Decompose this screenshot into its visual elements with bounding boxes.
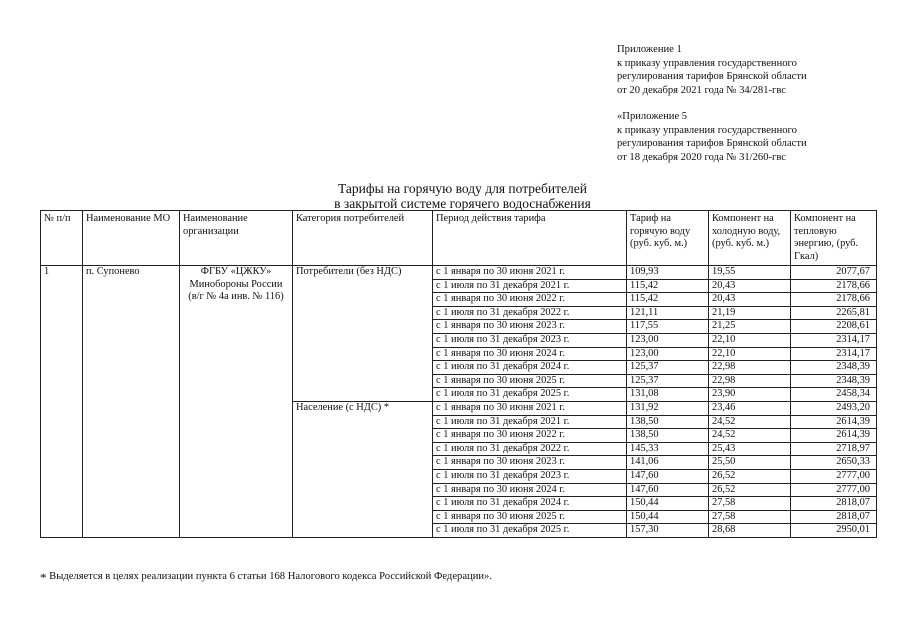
cell-period: с 1 июля по 31 декабря 2024 г. (433, 497, 627, 511)
col-header-period: Период действия тарифа (433, 211, 627, 266)
cell-period: с 1 июля по 31 декабря 2023 г. (433, 469, 627, 483)
header-line: регулирования тарифов Брянской области (617, 138, 807, 150)
header-line: к приказу управления государственного (617, 57, 797, 69)
cell-cold-water: 25,50 (709, 456, 791, 470)
cell-tariff: 115,42 (627, 293, 709, 307)
cell-period: с 1 июля по 31 декабря 2025 г. (433, 388, 627, 402)
document-subtitle: в закрытой системе горячего водоснабжения (334, 196, 591, 211)
cell-tariff: 145,33 (627, 442, 709, 456)
cell-heat: 2777,00 (791, 469, 877, 483)
cell-heat: 2818,07 (791, 510, 877, 524)
cell-tariff: 157,30 (627, 524, 709, 538)
cell-period: с 1 января по 30 июня 2023 г. (433, 456, 627, 470)
cell-tariff: 147,60 (627, 469, 709, 483)
cell-period: с 1 июля по 31 декабря 2023 г. (433, 333, 627, 347)
cell-tariff: 109,93 (627, 266, 709, 280)
cell-heat: 2265,81 (791, 306, 877, 320)
cell-heat: 2777,00 (791, 483, 877, 497)
cell-period: с 1 июля по 31 декабря 2022 г. (433, 306, 627, 320)
cell-cold-water: 27,58 (709, 497, 791, 511)
cell-tariff: 125,37 (627, 374, 709, 388)
header-line: регулирования тарифов Брянской области (617, 71, 807, 83)
footnote-star: * (40, 570, 47, 585)
header-line: «Приложение 5 (617, 111, 688, 122)
col-header-tariff: Тариф на горячую воду (руб. куб. м.) (627, 211, 709, 266)
cell-category: Потребители (без НДС) (293, 266, 433, 402)
cell-tariff: 115,42 (627, 279, 709, 293)
cell-cold-water: 26,52 (709, 483, 791, 497)
cell-cold-water: 27,58 (709, 510, 791, 524)
cell-tariff: 131,08 (627, 388, 709, 402)
cell-tariff: 121,11 (627, 306, 709, 320)
col-header-mo: Наименование МО (83, 211, 180, 266)
appendix-1-header (617, 43, 807, 97)
cell-tariff: 123,00 (627, 333, 709, 347)
cell-period: с 1 января по 30 июня 2023 г. (433, 320, 627, 334)
cell-heat: 2348,39 (791, 374, 877, 388)
cell-period: с 1 июля по 31 декабря 2025 г. (433, 524, 627, 538)
cell-heat: 2458,34 (791, 388, 877, 402)
cell-cold-water: 24,52 (709, 415, 791, 429)
footnote (40, 570, 492, 586)
cell-heat: 2314,17 (791, 333, 877, 347)
cell-period: с 1 января по 30 июня 2021 г. (433, 401, 627, 415)
cell-heat: 2818,07 (791, 497, 877, 511)
cell-period: с 1 января по 30 июня 2025 г. (433, 510, 627, 524)
cell-cold-water: 26,52 (709, 469, 791, 483)
header-line: к приказу управления государственного (617, 124, 797, 136)
cell-heat: 2718,97 (791, 442, 877, 456)
cell-tariff: 141,06 (627, 456, 709, 470)
cell-cold-water: 22,10 (709, 333, 791, 347)
cell-organization: ФГБУ «ЦЖКУ» Минобороны России (в/г № 4а инв. № 116) (180, 266, 293, 538)
col-header-category: Категория потребителей (293, 211, 433, 266)
cell-heat: 2950,01 (791, 524, 877, 538)
cell-tariff: 117,55 (627, 320, 709, 334)
cell-period: с 1 июля по 31 декабря 2022 г. (433, 442, 627, 456)
cell-cold-water: 23,90 (709, 388, 791, 402)
cell-heat: 2493,20 (791, 401, 877, 415)
cell-cold-water: 21,19 (709, 306, 791, 320)
cell-tariff: 131,92 (627, 401, 709, 415)
col-header-organization: Наименование организации (180, 211, 293, 266)
cell-cold-water: 21,25 (709, 320, 791, 334)
cell-heat: 2614,39 (791, 429, 877, 443)
cell-cold-water: 25,43 (709, 442, 791, 456)
cell-period: с 1 января по 30 июня 2024 г. (433, 347, 627, 361)
cell-cold-water: 28,68 (709, 524, 791, 538)
header-line: от 20 декабря 2021 года № 34/281-гвс (617, 84, 787, 96)
table-header-row (41, 211, 877, 266)
document-title: Тарифы на горячую воду для потребителей (338, 181, 587, 196)
cell-cold-water: 20,43 (709, 279, 791, 293)
cell-tariff: 147,60 (627, 483, 709, 497)
cell-cold-water: 23,46 (709, 401, 791, 415)
cell-category: Население (с НДС) * (293, 401, 433, 537)
col-header-cold-water: Компонент на холодную воду, (руб. куб. м.) (709, 211, 791, 266)
cell-tariff: 150,44 (627, 497, 709, 511)
appendix-5-header (617, 110, 807, 164)
cell-heat: 2178,66 (791, 293, 877, 307)
cell-period: с 1 июля по 31 декабря 2024 г. (433, 361, 627, 375)
cell-tariff: 138,50 (627, 429, 709, 443)
cell-number: 1 (41, 266, 83, 538)
col-header-number: № п/п (41, 211, 83, 266)
cell-heat: 2314,17 (791, 347, 877, 361)
table-row (41, 266, 877, 280)
cell-period: с 1 января по 30 июня 2022 г. (433, 429, 627, 443)
cell-cold-water: 20,43 (709, 293, 791, 307)
cell-period: с 1 января по 30 июня 2022 г. (433, 293, 627, 307)
cell-period: с 1 июля по 31 декабря 2021 г. (433, 279, 627, 293)
cell-tariff: 123,00 (627, 347, 709, 361)
cell-mo: п. Супонево (83, 266, 180, 538)
cell-period: с 1 января по 30 июня 2021 г. (433, 266, 627, 280)
cell-heat: 2178,66 (791, 279, 877, 293)
footnote-text: Выделяется в целях реализации пункта 6 статьи 168 Налогового кодекса Российской Федерации». (49, 571, 492, 582)
cell-cold-water: 22,98 (709, 374, 791, 388)
header-line: Приложение 1 (617, 44, 682, 55)
cell-heat: 2650,33 (791, 456, 877, 470)
cell-cold-water: 22,10 (709, 347, 791, 361)
cell-cold-water: 24,52 (709, 429, 791, 443)
cell-tariff: 138,50 (627, 415, 709, 429)
cell-period: с 1 января по 30 июня 2024 г. (433, 483, 627, 497)
cell-cold-water: 19,55 (709, 266, 791, 280)
tariff-table (40, 210, 877, 538)
cell-period: с 1 января по 30 июня 2025 г. (433, 374, 627, 388)
header-line: от 18 декабря 2020 года № 31/260-гвс (617, 151, 787, 163)
cell-period: с 1 июля по 31 декабря 2021 г. (433, 415, 627, 429)
cell-cold-water: 22,98 (709, 361, 791, 375)
cell-tariff: 150,44 (627, 510, 709, 524)
cell-heat: 2077,67 (791, 266, 877, 280)
cell-tariff: 125,37 (627, 361, 709, 375)
col-header-heat: Компонент на тепловую энергию, (руб. Гкал) (791, 211, 877, 266)
cell-heat: 2208,61 (791, 320, 877, 334)
cell-heat: 2348,39 (791, 361, 877, 375)
cell-heat: 2614,39 (791, 415, 877, 429)
